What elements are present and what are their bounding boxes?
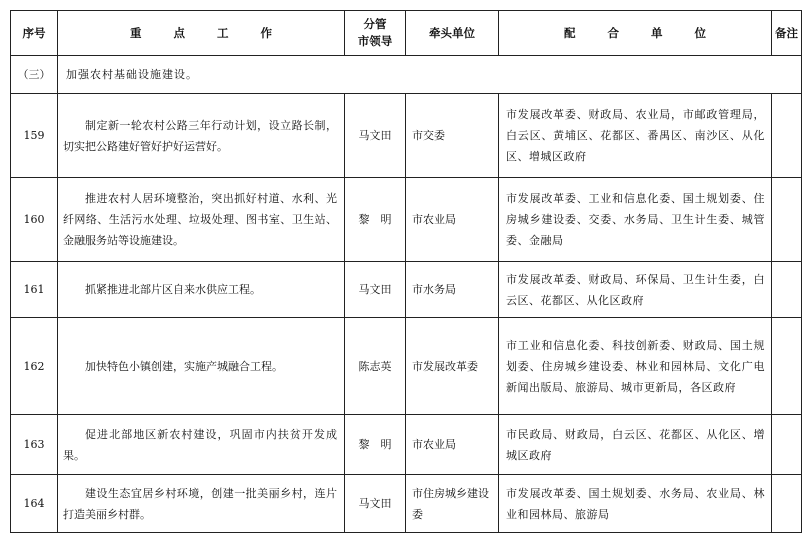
table-row <box>11 178 802 262</box>
row-remarks <box>772 262 802 318</box>
table-row <box>11 415 802 475</box>
row-leader: 马文田 <box>345 262 406 318</box>
row-task <box>58 178 345 262</box>
section-number: （三） <box>11 56 58 94</box>
row-lead-unit: 市发展改革委 <box>406 318 499 415</box>
row-task <box>58 475 345 533</box>
table-row <box>11 94 802 178</box>
header-leader-line2: 市领导 <box>357 34 393 48</box>
header-lead-unit: 牵头单位 <box>406 11 499 56</box>
table-row <box>11 262 802 318</box>
row-leader: 黎 明 <box>345 178 406 262</box>
row-index: 161 <box>11 262 58 318</box>
row-lead-unit: 市农业局 <box>406 178 499 262</box>
row-index: 164 <box>11 475 58 533</box>
row-index: 160 <box>11 178 58 262</box>
row-remarks <box>772 178 802 262</box>
header-leader-line1: 分管 <box>363 17 387 31</box>
row-leader: 陈志英 <box>345 318 406 415</box>
header-index: 序号 <box>11 11 58 56</box>
row-task <box>58 415 345 475</box>
row-remarks <box>772 415 802 475</box>
row-lead-unit: 市住房城乡建设委 <box>406 475 499 533</box>
section-row <box>11 56 802 94</box>
table-row <box>11 475 802 533</box>
row-leader: 黎 明 <box>345 415 406 475</box>
row-task <box>58 262 345 318</box>
row-remarks <box>772 475 802 533</box>
header-leader <box>345 11 406 56</box>
row-coop-units: 市发展改革委、财政局、农业局，市邮政管理局，白云区、黄埔区、花都区、番禺区、南沙区、从化区、增城区政府 <box>499 94 772 178</box>
row-task-text: 促进北部地区新农村建设，巩固市内扶贫开发成果。 <box>63 427 337 462</box>
row-task-text: 建设生态宜居乡村环境，创建一批美丽乡村，连片打造美丽乡村群。 <box>63 486 337 521</box>
row-task-text: 推进农村人居环境整治，突出抓好村道、水利、光纤网络、生活污水处理、垃圾处理、图书室、卫生站、金融服务站等设施建设。 <box>63 192 337 247</box>
key-work-table <box>10 10 802 533</box>
row-remarks <box>772 318 802 415</box>
row-task-text: 加快特色小镇创建，实施产城融合工程。 <box>85 359 283 373</box>
row-leader: 马文田 <box>345 94 406 178</box>
section-title: 加强农村基础设施建设。 <box>58 56 802 94</box>
row-coop-units: 市发展改革委、国土规划委、水务局、农业局、林业和园林局、旅游局 <box>499 475 772 533</box>
row-remarks <box>772 94 802 178</box>
row-task <box>58 318 345 415</box>
header-coop-units-label: 配 合 单 位 <box>563 25 720 40</box>
row-coop-units: 市工业和信息化委、科技创新委、财政局、国土规划委、住房城乡建设委、林业和园林局、文化广电新闻出版局、旅游局、城市更新局，各区政府 <box>499 318 772 415</box>
row-index: 159 <box>11 94 58 178</box>
row-task-text: 制定新一轮农村公路三年行动计划，设立路长制，切实把公路建好管好护好运营好。 <box>63 118 337 153</box>
header-task-label: 重 点 工 作 <box>129 25 286 40</box>
row-coop-units: 市发展改革委、财政局、环保局、卫生计生委，白云区、花都区、从化区政府 <box>499 262 772 318</box>
row-task <box>58 94 345 178</box>
row-lead-unit: 市农业局 <box>406 415 499 475</box>
row-index: 163 <box>11 415 58 475</box>
row-leader: 马文田 <box>345 475 406 533</box>
header-remarks: 备注 <box>772 11 802 56</box>
header-row <box>11 11 802 56</box>
row-task-text: 抓紧推进北部片区自来水供应工程。 <box>85 283 261 296</box>
table-row <box>11 318 802 415</box>
row-index: 162 <box>11 318 58 415</box>
row-coop-units: 市发展改革委、工业和信息化委、国土规划委、住房城乡建设委、交委、水务局、卫生计生委、城管委、金融局 <box>499 178 772 262</box>
row-lead-unit: 市水务局 <box>406 262 499 318</box>
row-coop-units: 市民政局、财政局，白云区、花都区、从化区、增城区政府 <box>499 415 772 475</box>
header-task <box>58 11 345 56</box>
header-coop-units <box>499 11 772 56</box>
row-lead-unit: 市交委 <box>406 94 499 178</box>
